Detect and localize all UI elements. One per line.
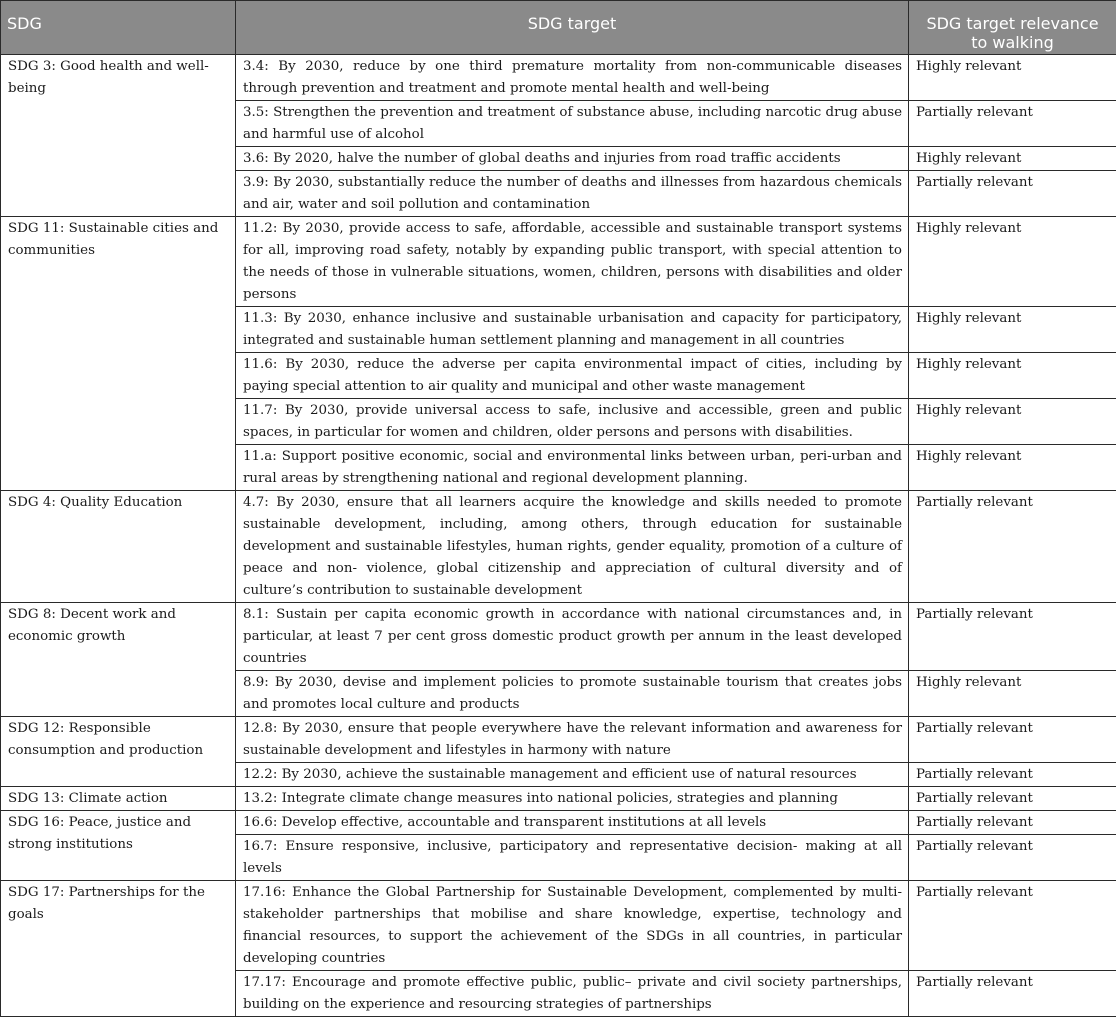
header-target: SDG target [236,1,909,55]
table-row [1,881,1116,971]
relevance-cell: Highly relevant [909,399,1116,445]
table-row [1,491,1116,603]
target-cell: 16.6: Develop effective, accountable and transparent institutions at all levels [236,811,909,835]
target-cell: 11.a: Support positive economic, social and environmental links between urban, peri-urban and rural areas by strengthening national and regional development planning. [236,445,909,491]
relevance-cell: Highly relevant [909,445,1116,491]
relevance-cell: Highly relevant [909,55,1116,101]
table-body [1,55,1116,1017]
table-header [1,1,1116,55]
table-row [1,603,1116,671]
relevance-cell: Highly relevant [909,217,1116,307]
sdg-cell: SDG 12: Responsible consumption and production [1,717,236,787]
sdg-cell: SDG 17: Partnerships for the goals [1,881,236,1017]
target-cell: 3.9: By 2030, substantially reduce the number of deaths and illnesses from hazardous chemicals and air, water and soil pollution and contamination [236,171,909,217]
target-cell: 13.2: Integrate climate change measures into national policies, strategies and planning [236,787,909,811]
table-row [1,55,1116,101]
relevance-cell: Partially relevant [909,811,1116,835]
target-cell: 11.7: By 2030, provide universal access to safe, inclusive and accessible, green and public spaces, in particular for women and children, older persons and persons with disabilities. [236,399,909,445]
relevance-cell: Partially relevant [909,971,1116,1017]
header-sdg: SDG [1,1,236,55]
target-cell: 12.8: By 2030, ensure that people everywhere have the relevant information and awareness for sustainable development and lifestyles in harmony with nature [236,717,909,763]
relevance-cell: Highly relevant [909,307,1116,353]
header-relevance: SDG target relevance to walking [909,1,1116,55]
target-cell: 16.7: Ensure responsive, inclusive, participatory and representative decision- making at all levels [236,835,909,881]
sdg-cell: SDG 13: Climate action [1,787,236,811]
sdg-cell: SDG 4: Quality Education [1,491,236,603]
relevance-cell: Highly relevant [909,671,1116,717]
relevance-cell: Partially relevant [909,171,1116,217]
sdg-cell: SDG 3: Good health and well-being [1,55,236,217]
target-cell: 12.2: By 2030, achieve the sustainable management and efficient use of natural resources [236,763,909,787]
sdg-cell: SDG 16: Peace, justice and strong institutions [1,811,236,881]
relevance-cell: Partially relevant [909,717,1116,763]
target-cell: 11.6: By 2030, reduce the adverse per capita environmental impact of cities, including by paying special attention to air quality and municipal and other waste management [236,353,909,399]
target-cell: 3.6: By 2020, halve the number of global deaths and injuries from road traffic accidents [236,147,909,171]
relevance-cell: Partially relevant [909,881,1116,971]
relevance-cell: Highly relevant [909,353,1116,399]
target-cell: 3.5: Strengthen the prevention and treatment of substance abuse, including narcotic drug abuse and harmful use of alcohol [236,101,909,147]
sdg-cell: SDG 8: Decent work and economic growth [1,603,236,717]
relevance-cell: Highly relevant [909,147,1116,171]
relevance-cell: Partially relevant [909,787,1116,811]
target-cell: 17.17: Encourage and promote effective public, public– private and civil society partnerships, building on the experience and resourcing strategies of partnerships [236,971,909,1017]
relevance-cell: Partially relevant [909,101,1116,147]
relevance-cell: Partially relevant [909,835,1116,881]
target-cell: 8.1: Sustain per capita economic growth in accordance with national circumstances and, in particular, at least 7 per cent gross domestic product growth per annum in the least developed countries [236,603,909,671]
target-cell: 4.7: By 2030, ensure that all learners acquire the knowledge and skills needed to promote sustainable development, including, among others, through education for sustainable development and sustainable lifestyles, human rights, gender equality, promotion of a culture of peace and non- violence, global citizenship and appreciation of cultural diversity and of culture’s contribution to sustainable development [236,491,909,603]
relevance-cell: Partially relevant [909,491,1116,603]
target-cell: 8.9: By 2030, devise and implement policies to promote sustainable tourism that creates jobs and promotes local culture and products [236,671,909,717]
table-row [1,787,1116,811]
relevance-cell: Partially relevant [909,763,1116,787]
target-cell: 11.3: By 2030, enhance inclusive and sustainable urbanisation and capacity for participatory, integrated and sustainable human settlement planning and management in all countries [236,307,909,353]
sdg-cell: SDG 11: Sustainable cities and communities [1,217,236,491]
table-row [1,811,1116,835]
target-cell: 11.2: By 2030, provide access to safe, affordable, accessible and sustainable transport systems for all, improving road safety, notably by expanding public transport, with special attention to the needs of those in vulnerable situations, women, children, persons with disabilities and older persons [236,217,909,307]
table-row [1,717,1116,763]
target-cell: 17.16: Enhance the Global Partnership for Sustainable Development, complemented by multi-stakeholder partnerships that mobilise and share knowledge, expertise, technology and financial resources, to support the achievement of the SDGs in all countries, in particular developing countries [236,881,909,971]
relevance-cell: Partially relevant [909,603,1116,671]
table-row [1,217,1116,307]
target-cell: 3.4: By 2030, reduce by one third premature mortality from non-communicable diseases through prevention and treatment and promote mental health and well-being [236,55,909,101]
